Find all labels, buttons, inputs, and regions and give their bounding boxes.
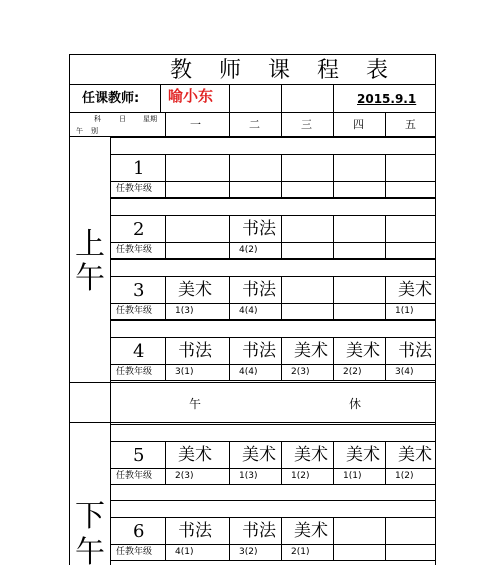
day-header-tue: 二 <box>249 118 260 131</box>
subject-fri-p4: 书法 <box>398 341 432 361</box>
grade-wed-p4: 2(3) <box>291 367 310 377</box>
subject-mon-p4: 书法 <box>178 341 212 361</box>
subject-wed-p4: 美术 <box>294 341 328 361</box>
date: 2015.9.1 <box>357 92 417 106</box>
noon-break-1: 午 <box>189 397 202 411</box>
subject-wed-p6: 美术 <box>294 521 328 541</box>
header-subject: 科 <box>94 115 101 123</box>
subject-mon-p5: 美术 <box>178 445 212 465</box>
subject-tue-p6: 书法 <box>242 521 276 541</box>
noon-break-2: 休 <box>349 397 362 411</box>
grade-fri-p4: 3(4) <box>395 367 414 377</box>
subject-mon-p6: 书法 <box>178 521 212 541</box>
period-number-3: 3 <box>133 280 145 301</box>
grade-thu-p4: 2(2) <box>343 367 362 377</box>
period-number-2: 2 <box>133 219 145 240</box>
afternoon-label-1: 下 <box>75 499 105 534</box>
subject-mon-p3: 美术 <box>178 280 212 300</box>
day-header-wed: 三 <box>301 118 312 131</box>
grade-thu-p5: 1(1) <box>343 471 362 481</box>
day-header-mon: 一 <box>190 118 201 131</box>
grade-wed-p5: 1(2) <box>291 471 310 481</box>
grade-wed-p6: 2(1) <box>291 547 310 557</box>
grade-tue-p6: 3(2) <box>239 547 258 557</box>
morning-label-1: 上 <box>75 227 105 262</box>
subject-tue-p3: 书法 <box>242 280 276 300</box>
subject-tue-p5: 美术 <box>242 445 276 465</box>
grade-mon-p4: 3(1) <box>175 367 194 377</box>
grade-label: 任教年级 <box>116 367 153 377</box>
grade-tue-p4: 4(4) <box>239 367 258 377</box>
subject-wed-p5: 美术 <box>294 445 328 465</box>
grade-mon-p3: 1(3) <box>175 306 194 316</box>
grade-label: 任教年级 <box>116 471 153 481</box>
grade-tue-p5: 1(3) <box>239 471 258 481</box>
grade-tue-p3: 4(4) <box>239 306 258 316</box>
grade-label: 任教年级 <box>116 306 153 316</box>
subject-thu-p5: 美术 <box>346 445 380 465</box>
subject-tue-p2: 书法 <box>242 219 276 239</box>
afternoon-label-2: 午 <box>75 535 105 570</box>
grade-label: 任教年级 <box>116 547 153 557</box>
header-week: 星期 <box>143 115 157 123</box>
grade-fri-p3: 1(1) <box>395 306 414 316</box>
header-day: 日 <box>119 115 126 123</box>
subject-fri-p5: 美术 <box>398 445 432 465</box>
grade-tue-p2: 4(2) <box>239 245 258 255</box>
teacher-name: 喻小东 <box>168 87 214 105</box>
grade-mon-p6: 4(1) <box>175 547 194 557</box>
subject-fri-p3: 美术 <box>398 280 432 300</box>
teacher-label: 任课教师: <box>82 91 140 106</box>
period-number-4: 4 <box>133 341 145 362</box>
page-title: 教 师 课 程 表 <box>170 58 398 83</box>
day-header-thu: 四 <box>353 118 364 131</box>
period-number-6: 6 <box>133 521 145 542</box>
grade-label: 任教年级 <box>116 184 153 194</box>
subject-tue-p4: 书法 <box>242 341 276 361</box>
header-noon: 午 <box>76 127 83 135</box>
header-period: 别 <box>91 127 98 135</box>
grade-fri-p5: 1(2) <box>395 471 414 481</box>
day-header-fri: 五 <box>405 118 416 131</box>
period-number-5: 5 <box>133 445 145 466</box>
subject-thu-p4: 美术 <box>346 341 380 361</box>
morning-label-2: 午 <box>75 261 105 296</box>
grade-label: 任教年级 <box>116 245 153 255</box>
period-number-1: 1 <box>133 158 145 179</box>
grade-mon-p5: 2(3) <box>175 471 194 481</box>
